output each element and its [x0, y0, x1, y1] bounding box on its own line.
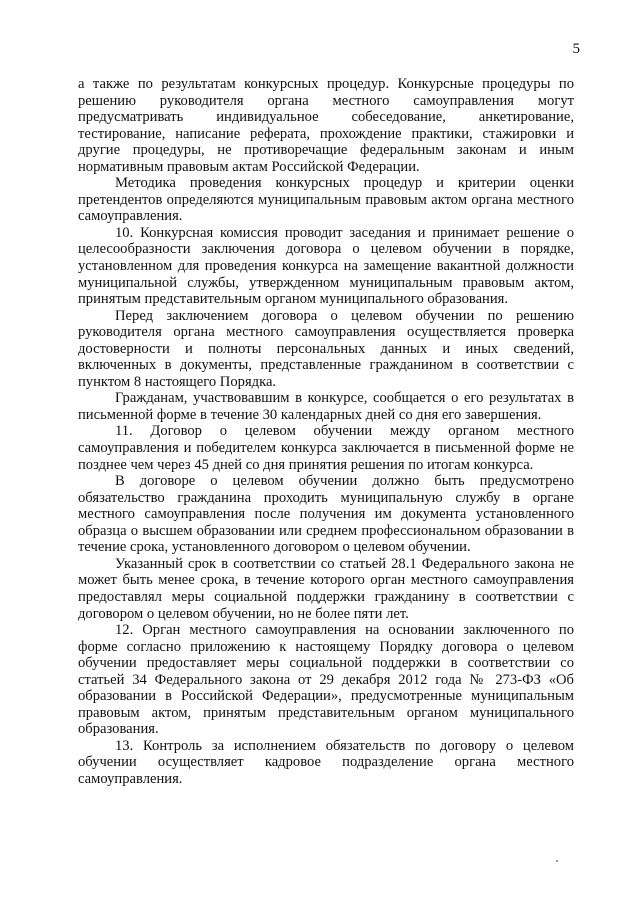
paragraph-4: Перед заключением договора о целевом обучении по решению руководителя органа местного самоуправления осуществляется проверка достоверности и полноты персональных данных и иных сведений, включенных в документы, представленные гражданином в соответствии с пунктом 8 настоящего Порядка.: [78, 307, 574, 390]
scan-speck: [556, 860, 558, 862]
paragraph-1: а также по результатам конкурсных процедур. Конкурсные процедуры по решению руководителя органа местного самоуправления могут предусматривать индивидуальное собеседование, анкетирование, тестирование, написание реферата, прохождение практики, стажировки и другие процедуры, не противоречащие федеральным законам и иным нормативным правовым актам Российской Федерации.: [78, 76, 574, 175]
paragraph-3: 10. Конкурсная комиссия проводит заседания и принимает решение о целесообразности заключения договора о целевом обучении в порядке, установленном для проведения конкурса на замещение вакантной должности муниципальной службы, утвержденном муниципальным правовым актом, принятым представительным органом муниципального образования.: [78, 224, 574, 308]
paragraph-7: В договоре о целевом обучении должно быть предусмотрено обязательство гражданина проходить муниципальную службу в органе местного самоуправления после получения им документа установленного образца о высшем образовании или среднем профессиональном образовании в течение срока, установленного договором о целевом обучении.: [78, 473, 574, 556]
page-number: 5: [572, 41, 580, 57]
paragraph-6: 11. Договор о целевом обучении между органом местного самоуправления и победителем конкурса заключается в письменной форме не позднее чем через 45 дней со дня принятия решения по итогам конкурса.: [78, 423, 574, 473]
paragraph-8: Указанный срок в соответствии со статьей 28.1 Федерального закона не может быть менее срока, в течение которого орган местного самоуправления предоставлял меры социальной поддержки гражданину в соответствии с договором о целевом обучении, но не более пяти лет.: [78, 555, 574, 622]
paragraph-10: 13. Контроль за исполнением обязательств по договору о целевом обучении осуществляет кадровое подразделение органа местного самоуправления.: [78, 737, 574, 787]
document-body: [78, 76, 574, 788]
paragraph-9: 12. Орган местного самоуправления на основании заключенного по форме согласно приложению к настоящему Порядку договора о целевом обучении предоставляет меры социальной поддержки в соответствии со статьей 34 Федерального закона от 29 декабря 2012 года № 273-ФЗ «Об образовании в Российской Федерации», предусмотренные муниципальным правовым актом, принятым представительным органом муниципального образования.: [78, 622, 574, 738]
paragraph-2: Методика проведения конкурсных процедур и критерии оценки претендентов определяются муниципальным правовым актом органа местного самоуправления.: [78, 175, 574, 225]
paragraph-5: Гражданам, участвовавшим в конкурсе, сообщается о его результатах в письменной форме в течение 30 календарных дней со дня его завершения.: [78, 390, 574, 423]
